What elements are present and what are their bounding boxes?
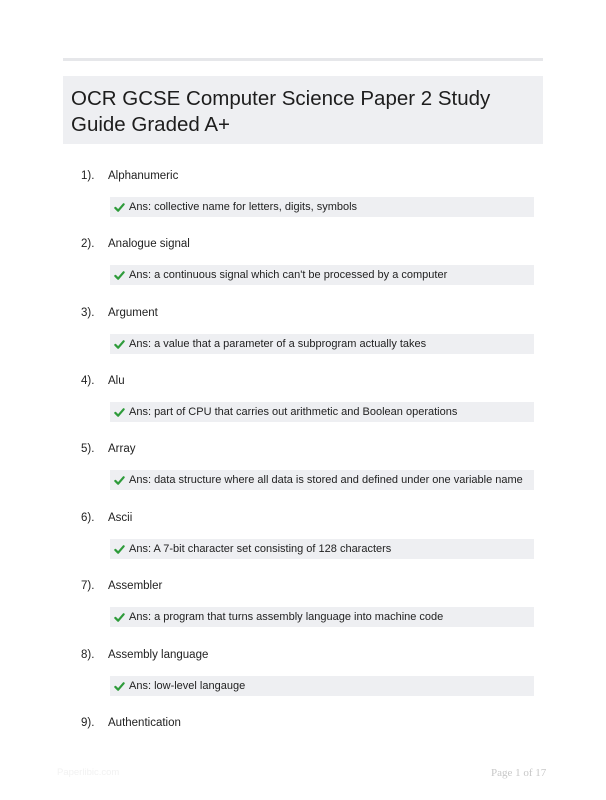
- footer-watermark: Paperlibic.com: [57, 767, 120, 778]
- top-divider: [63, 58, 543, 61]
- checkmark-icon: [114, 681, 125, 692]
- question-number: 1).: [81, 170, 95, 182]
- title-banner: [63, 76, 543, 144]
- answer-box: [110, 402, 534, 422]
- answer-box: [110, 197, 534, 217]
- answer-text: Ans: collective name for letters, digits, symbols: [129, 201, 358, 213]
- question-text: Authentication: [108, 717, 181, 729]
- answer-text: Ans: a program that turns assembly language into machine code: [129, 611, 444, 623]
- checkmark-icon: [114, 612, 125, 623]
- question-text: Argument: [108, 307, 158, 319]
- question-number: 9).: [81, 717, 95, 729]
- answer-box: [110, 334, 534, 354]
- question-text: Assembler: [108, 580, 163, 592]
- answer-text: Ans: A 7-bit character set consisting of 128 characters: [129, 543, 392, 555]
- page-title: OCR GCSE Computer Science Paper 2 Study Guide Graded A+: [71, 87, 491, 136]
- answer-box: [110, 607, 534, 627]
- question-text: Array: [108, 443, 136, 455]
- answer-box: [110, 470, 534, 490]
- page-number: Page 1 of 17: [491, 767, 547, 779]
- question-text: Ascii: [108, 512, 133, 524]
- answer-text: Ans: part of CPU that carries out arithmetic and Boolean operations: [129, 406, 458, 418]
- question-number: 8).: [81, 649, 95, 661]
- answer-text: Ans: data structure where all data is stored and defined under one variable name: [129, 474, 523, 486]
- checkmark-icon: [114, 270, 125, 281]
- answer-text: Ans: low-level langauge: [129, 680, 246, 692]
- question-text: Alphanumeric: [108, 170, 179, 182]
- question-text: Analogue signal: [108, 238, 190, 250]
- answer-box: [110, 676, 534, 696]
- question-number: 2).: [81, 238, 95, 250]
- question-number: 4).: [81, 375, 95, 387]
- question-number: 7).: [81, 580, 95, 592]
- question-text: Assembly language: [108, 649, 209, 661]
- question-number: 3).: [81, 307, 95, 319]
- answer-box: [110, 265, 534, 285]
- checkmark-icon: [114, 407, 125, 418]
- checkmark-icon: [114, 339, 125, 350]
- checkmark-icon: [114, 202, 125, 213]
- question-number: 6).: [81, 512, 95, 524]
- question-number: 5).: [81, 443, 95, 455]
- answer-box: [110, 539, 534, 559]
- answer-text: Ans: a value that a parameter of a subprogram actually takes: [129, 338, 427, 350]
- checkmark-icon: [114, 475, 125, 486]
- answer-text: Ans: a continuous signal which can't be processed by a computer: [129, 269, 448, 281]
- question-text: Alu: [108, 375, 125, 387]
- checkmark-icon: [114, 544, 125, 555]
